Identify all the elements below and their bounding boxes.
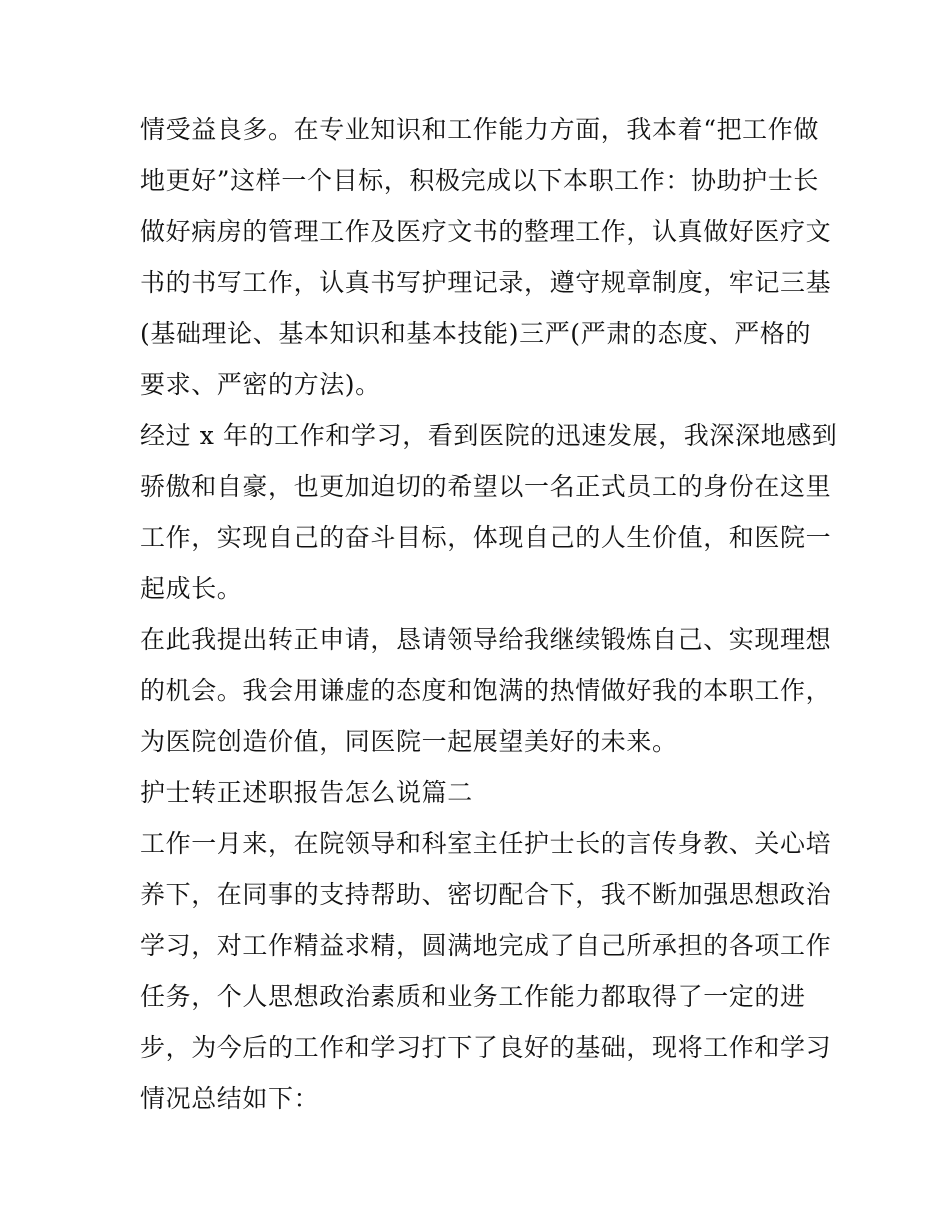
text-line: 的机会。我会用谦虚的态度和饱满的热情做好我的本职工作， bbox=[140, 676, 832, 705]
text-line: 书的书写工作，认真书写护理记录，遵守规章制度，牢记三基 bbox=[140, 268, 832, 297]
text-line: 为医院创造价值，同医院一起展望美好的未来。 bbox=[140, 727, 678, 756]
text-line: 要求、严密的方法)。 bbox=[140, 370, 381, 399]
text-line: 步，为今后的工作和学习打下了良好的基础，现将工作和学习 bbox=[140, 1033, 832, 1062]
text-line: 养下，在同事的支持帮助、密切配合下，我不断加强思想政治 bbox=[140, 880, 832, 909]
text-line: 地更好”这样一个目标，积极完成以下本职工作：协助护士长 bbox=[140, 166, 819, 195]
section-heading: 护士转正述职报告怎么说篇二 bbox=[140, 778, 473, 807]
text-line: 情况总结如下： bbox=[140, 1084, 320, 1113]
text-line: 在此我提出转正申请，恳请领导给我继续锻炼自己、实现理想 bbox=[140, 625, 832, 654]
text-line: 骄傲和自豪，也更加迫切的希望以一名正式员工的身份在这里 bbox=[140, 472, 832, 501]
text-line: 经过 x 年的工作和学习，看到医院的迅速发展，我深深地感到 bbox=[140, 421, 838, 450]
text-line: 起成长。 bbox=[140, 574, 243, 603]
text-line: 工作，实现自己的奋斗目标，体现自己的人生价值，和医院一 bbox=[140, 523, 832, 552]
text-line: 学习，对工作精益求精，圆满地完成了自己所承担的各项工作 bbox=[140, 931, 832, 960]
text-line: 情受益良多。在专业知识和工作能力方面，我本着“把工作做 bbox=[140, 115, 819, 144]
text-line: (基础理论、基本知识和基本技能)三严(严肃的态度、严格的 bbox=[140, 319, 812, 348]
document-body bbox=[140, 104, 838, 1124]
text-line: 工作一月来，在院领导和科室主任护士长的言传身教、关心培 bbox=[140, 829, 832, 858]
text-line: 做好病房的管理工作及医疗文书的整理工作，认真做好医疗文 bbox=[140, 217, 832, 246]
text-line: 任务，个人思想政治素质和业务工作能力都取得了一定的进 bbox=[140, 982, 806, 1011]
